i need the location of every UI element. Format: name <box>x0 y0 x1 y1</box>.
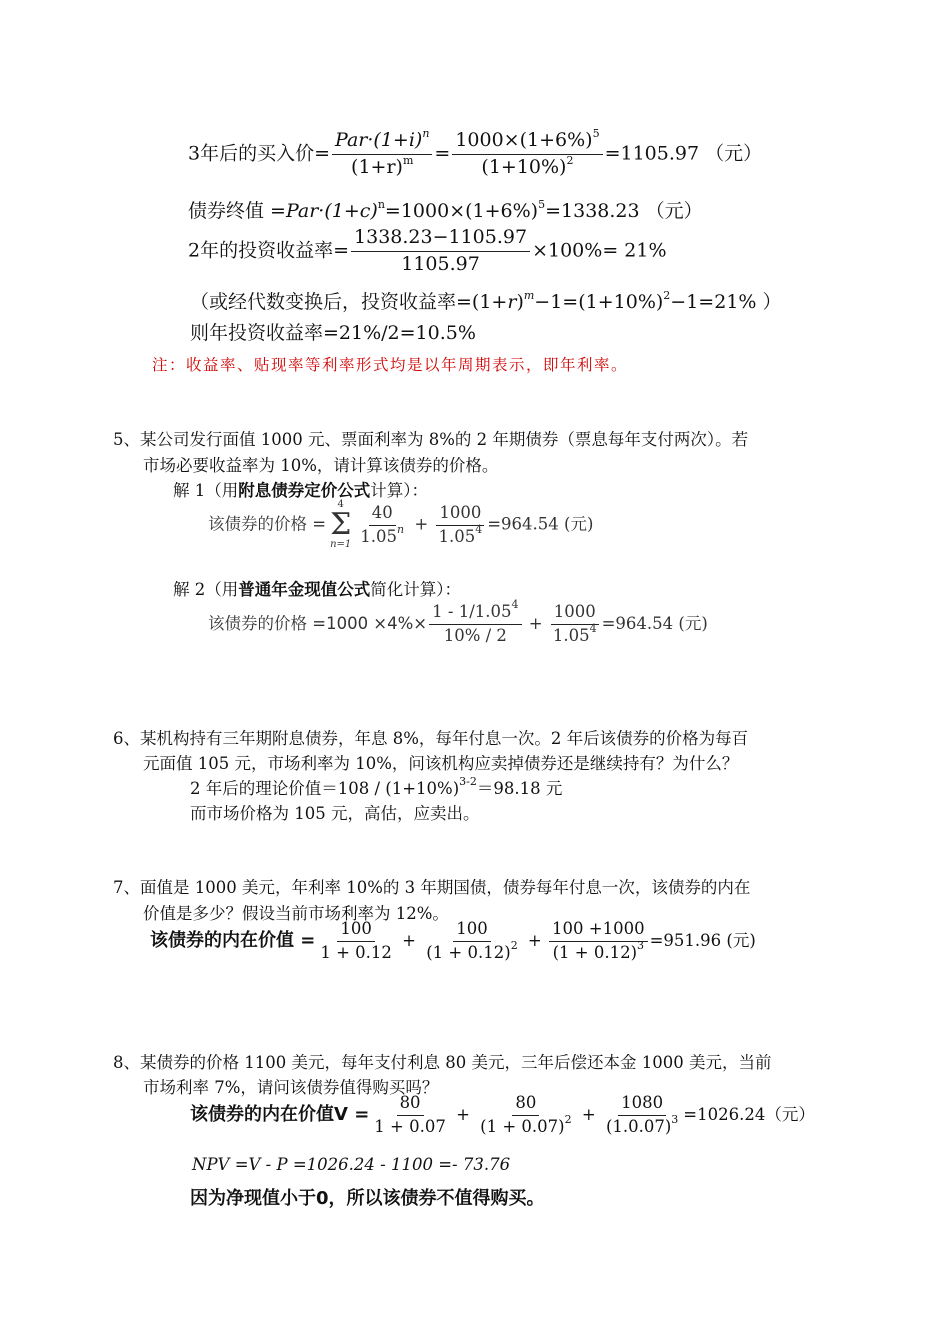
numerator: 80 <box>397 1094 424 1116</box>
q7-formula: 该债券的内在价值 = $\frac{100}{1 + 0.12}$ + $\frac{100}{(1 + 0.12)^2}$ + $\frac{100 +1000}{(1 + 0.12)^3}$ =951.96 (元) <box>150 919 756 962</box>
q6-answer-line1 <box>190 775 562 799</box>
formula-2yr-return <box>188 227 667 276</box>
q8-npv-formula: NPV =V - P =1026.24 - 1100 =- 73.76 <box>192 1155 511 1174</box>
numerator: 100 +1000 <box>549 920 648 942</box>
heading-text: 解 1（用 <box>173 481 239 500</box>
exponent: 4 <box>511 598 519 611</box>
q5-formula2: 该债券的价格 =1000 ×4%× $\frac{1 - 1/1.05^4}{10\% / 2}$ + $\frac{1000}{1.05^4}$ =964.54 (元) <box>208 598 708 645</box>
q5-question-line2: 市场必要收益率为 10%，请计算该债券的价格。 <box>143 456 499 475</box>
formula-result: =1105.97 （元） <box>604 142 763 165</box>
formula-expression: Par·(1+c) <box>285 200 378 222</box>
denominator: (1+10%) <box>481 155 567 178</box>
numerator: 1 - 1/1.05 <box>432 602 512 621</box>
exponent: 2 <box>663 289 671 302</box>
exponent: 2 <box>564 1112 572 1126</box>
formula-text: （或经代数变换后，投资收益率=(1+ <box>190 291 508 313</box>
heading-text: 简化计算）： <box>370 580 461 599</box>
denominator: (1.0.07) <box>605 1116 672 1136</box>
numerator: 100 <box>453 920 491 942</box>
formula-result: =964.54 (元) <box>487 514 594 534</box>
exponent: 3 <box>637 938 645 952</box>
fraction <box>423 920 520 963</box>
equals-sign: = <box>434 142 451 165</box>
exponent: n <box>422 127 430 140</box>
numerator: 80 <box>512 1094 539 1116</box>
exponent: n <box>377 198 385 211</box>
q8-formula: 该债券的内在价值V = $\frac{80}{1 + 0.07}$ + $\frac{80}{(1 + 0.07)^2}$ + $\frac{1080}{(1.0.07)^3}$ =1026.24（元） <box>190 1093 815 1136</box>
denominator: (1+r) <box>351 155 403 178</box>
fraction <box>429 598 521 646</box>
denominator: 1105.97 <box>401 252 480 275</box>
exponent: 5 <box>538 198 546 211</box>
denominator: 10% / 2 <box>443 625 507 645</box>
q6-answer-line2: 而市场价格为 105 元，高估，应卖出。 <box>190 804 480 823</box>
heading-bold-text: 附息债券定价公式 <box>238 481 371 500</box>
heading-text: 计算）： <box>370 481 428 500</box>
q6-question-line1: 6、某机构持有三年期附息债券，年息 8%，每年付息一次。2 年后该债券的价格为每百 <box>113 729 749 748</box>
formula-label: 该债券的内在价值V = <box>190 1103 370 1125</box>
formula-text: −1=21% ） <box>670 291 782 313</box>
exponent: 2 <box>510 938 518 952</box>
variable: r <box>507 291 517 313</box>
numerator: 1080 <box>618 1094 666 1116</box>
formula-label: 债券终值 = <box>188 200 286 222</box>
formula-annual-return: 则年投资收益率=21%/2=10.5% <box>190 322 476 344</box>
denominator: 1.05 <box>360 526 398 546</box>
formula-expression: =1000×(1+6%) <box>384 200 539 222</box>
fraction <box>549 920 648 963</box>
numerator: Par·(1+i) <box>335 129 423 151</box>
formula-result: ×100%= 21% <box>532 239 667 262</box>
exponent: m <box>523 289 535 302</box>
note-text: 注：收益率、贴现率等利率形式均是以年周期表示，即年利率。 <box>152 356 629 374</box>
sigma-symbol: 4 Σ n=1 <box>330 499 352 550</box>
exponent: 4 <box>589 621 597 635</box>
exponent: m <box>402 153 414 167</box>
numerator: 1000×(1+6%) <box>455 129 593 151</box>
exponent: 4 <box>475 522 483 536</box>
q5-question-line1: 5、某公司发行面值 1000 元、票面利率为 8%的 2 年期债券（票息每年支付两次）。若 <box>113 430 749 449</box>
numerator: 1338.23−1105.97 <box>351 227 530 252</box>
denominator: 1.05 <box>438 526 476 546</box>
heading-text: 解 2（用 <box>173 580 239 599</box>
formula-alt-return <box>190 287 782 314</box>
q8-question-line2: 市场利率 7%，请问该债券值得购买吗？ <box>143 1078 439 1097</box>
numerator: 40 <box>369 504 396 526</box>
denominator: 1.05 <box>552 625 590 645</box>
q5-formula1: 该债券的价格 = 4 Σ n=1 $\frac{40}{1.05^n}$ + $\frac{1000}{1.05^4}$ =964.54 (元) <box>208 499 594 550</box>
q5-solution1-heading <box>173 477 428 501</box>
formula-label: 2年的投资收益率= <box>188 239 350 262</box>
numerator: 100 <box>337 920 375 942</box>
fraction <box>452 127 602 179</box>
denominator: (1 + 0.12) <box>426 942 511 962</box>
denominator: (1 + 0.07) <box>480 1116 565 1136</box>
sum-lower-limit: n=1 <box>330 539 352 550</box>
denominator: (1 + 0.12) <box>552 942 638 962</box>
formula-text: −1=(1+10%) <box>534 291 664 313</box>
formula-buy-price <box>188 127 763 179</box>
formula-text: ) <box>516 291 524 313</box>
q8-conclusion: 因为净现值小于0，所以该债券不值得购买。 <box>190 1188 545 1209</box>
formula-result: =1026.24（元） <box>683 1104 815 1124</box>
q8-question-line1: 8、某债券的价格 1100 美元，每年支付利息 80 美元，三年后偿还本金 1000 美元，当前 <box>113 1053 772 1072</box>
heading-bold-text: 普通年金现值公式 <box>238 580 371 599</box>
numerator: 1000 <box>436 504 484 526</box>
fraction <box>603 1094 681 1137</box>
sum-upper-limit: 4 <box>337 499 344 510</box>
fraction <box>435 504 485 547</box>
numerator: 1000 <box>551 603 599 625</box>
formula-result: =951.96 (元) <box>649 930 756 950</box>
denominator: 1 + 0.12 <box>320 942 392 962</box>
fraction <box>550 603 600 646</box>
formula-label: 该债券的价格 =1000 ×4%× <box>208 613 428 633</box>
q7-question-line1: 7、面值是 1000 美元，年利率 10%的 3 年期国债，债券每年付息一次，该债券的内在 <box>113 878 751 897</box>
fraction <box>317 920 395 963</box>
exponent: 5 <box>592 127 600 140</box>
fraction <box>332 127 432 179</box>
answer-text: 2 年后的理论价值＝108 / (1+10%) <box>190 779 460 798</box>
formula-label: 该债券的内在价值 = <box>150 929 316 951</box>
fraction <box>371 1094 449 1137</box>
exponent: 2 <box>566 153 574 167</box>
exponent: 3 <box>671 1112 679 1126</box>
fraction <box>357 504 407 547</box>
answer-text: ＝98.18 元 <box>476 779 563 798</box>
q5-solution2-heading <box>173 576 461 600</box>
q7-question-line2: 价值是多少？假设当前市场利率为 12%。 <box>143 904 449 923</box>
fraction <box>477 1094 574 1137</box>
formula-result: =1338.23 （元） <box>545 200 703 222</box>
formula-label: 该债券的价格 = <box>208 514 327 534</box>
q6-question-line2: 元面值 105 元，市场利率为 10%，问该机构应卖掉债券还是继续持有？为什么？ <box>143 754 739 773</box>
exponent: n <box>397 522 405 536</box>
denominator: 1 + 0.07 <box>374 1116 446 1136</box>
formula-result: =964.54 (元) <box>601 613 708 633</box>
formula-bond-final-value <box>188 196 703 223</box>
fraction <box>351 227 530 276</box>
exponent: 3-2 <box>459 775 477 788</box>
formula-label: 3年后的买入价= <box>188 142 331 165</box>
